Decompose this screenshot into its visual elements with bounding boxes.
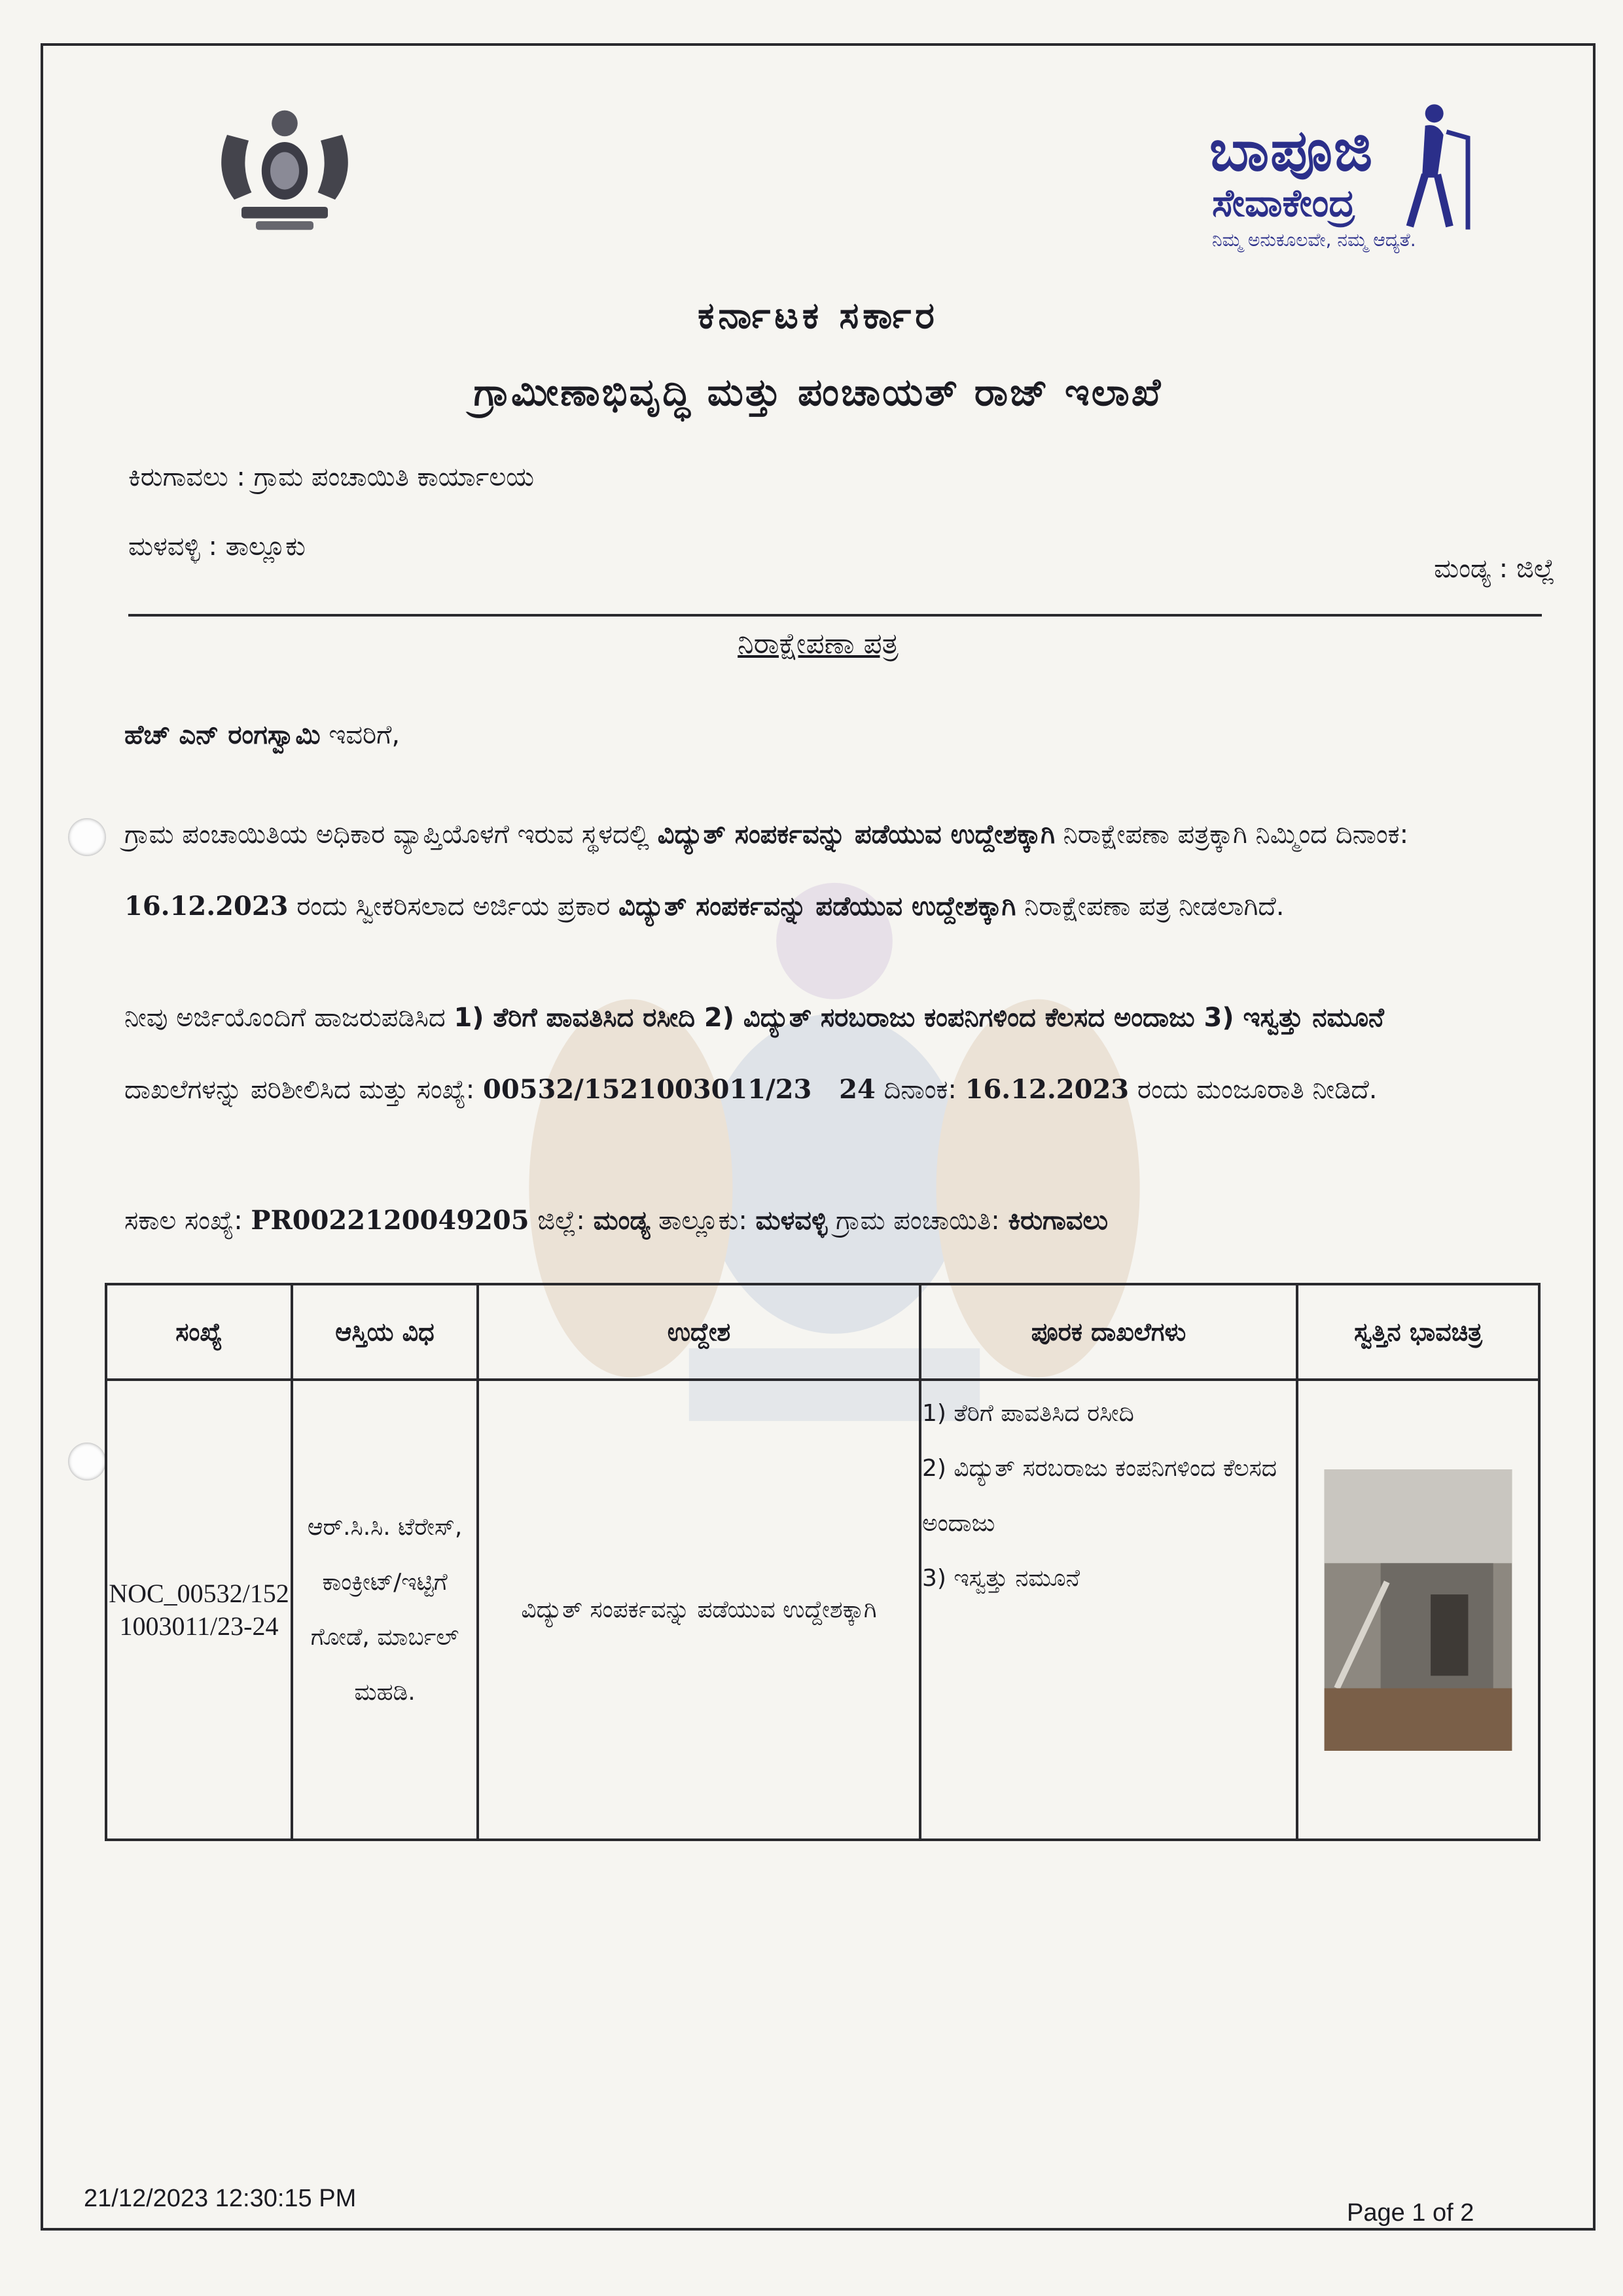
column-header: ಪೂರಕ ದಾಖಲೆಗಳು: [920, 1284, 1297, 1380]
karnataka-emblem-icon: [196, 92, 373, 236]
property-type-cell: ಆರ್.ಸಿ.ಸಿ. ಟೆರೇಸ್, ಕಾಂಕ್ರೀಟ್/ಇಟ್ಟಿಗೆ ಗೋಡೆ, ಮಾರ್ಬಲ್ ಮಹಡಿ.: [292, 1380, 478, 1840]
column-header: ಆಸ್ತಿಯ ವಿಧ: [292, 1284, 478, 1380]
government-title: ಕರ್ನಾಟಕ ಸರ್ಕಾರ: [698, 295, 938, 337]
table-header-row: [106, 1284, 1539, 1380]
column-header: ಸ್ವತ್ತಿನ ಭಾವಚಿತ್ರ: [1297, 1284, 1539, 1380]
property-photo-cell: [1297, 1380, 1539, 1840]
property-photo: [1323, 1469, 1513, 1751]
paragraph-application: ಗ್ರಾಮ ಪಂಚಾಯಿತಿಯ ಅಧಿಕಾರ ವ್ಯಾಪ್ತಿಯೊಳಗೆ ಇರುವ ಸ್ಥಳದಲ್ಲಿ ವಿದ್ಯುತ್ ಸಂಪರ್ಕವನ್ನು ಪಡೆಯುವ ಉದ್ದೇಶಕ್ಕಾಗಿ ನಿರಾಕ್ಷೇಪಣಾ ಪತ್ರಕ್ಕಾಗಿ ನಿಮ್ಮಿಂದ ದಿನಾಂಕ: 16.12.2023 ರಂದು ಸ್ವೀಕರಿಸಲಾದ ಅರ್ಜಿಯ ಪ್ರಕಾರ ವಿದ್ಯುತ್ ಸಂಪರ್ಕವನ್ನು ಪಡೆಯುವ ಉದ್ದೇಶಕ್ಕಾಗಿ ನಿರಾಕ್ಷೇಪಣಾ ಪತ್ರ ನೀಡಲಾಗಿದೆ.: [124, 819, 1409, 922]
bapuji-logo-title: ಬಾಪೂಜಿ: [1209, 117, 1374, 184]
bapuji-logo-tagline: ನಿಮ್ಮ ಅನುಕೂಲವೇ, ನಮ್ಮ ಆದ್ಯತೆ.: [1212, 229, 1416, 251]
taluk-line: ಮಳವಳ್ಳಿ : ತಾಲ್ಲೂಕು: [128, 531, 306, 562]
header-divider: [128, 614, 1542, 617]
noc-details-table: [105, 1283, 1541, 1841]
punch-hole: [68, 818, 106, 856]
purpose-cell: ವಿದ್ಯುತ್ ಸಂಪರ್ಕವನ್ನು ಪಡೆಯುವ ಉದ್ದೇಶಕ್ಕಾಗಿ: [478, 1380, 920, 1840]
punch-hole: [68, 1443, 106, 1480]
document-item: 1) ತೆರಿಗೆ ಪಾವತಿಸಿದ ರಸೀದಿ: [922, 1400, 1134, 1427]
gandhi-walking-icon: [1382, 98, 1480, 236]
table-row: [106, 1380, 1539, 1840]
department-title: ಗ್ರಾಮೀಣಾಭಿವೃದ್ಧಿ ಮತ್ತು ಪಂಚಾಯತ್ ರಾಜ್ ಇಲಾಖೆ: [473, 370, 1163, 414]
bapuji-logo-subtitle: ಸೇವಾಕೇಂದ್ರ: [1212, 181, 1355, 225]
column-header: ಉದ್ದೇಶ: [478, 1284, 920, 1380]
print-timestamp: 21/12/2023 12:30:15 PM: [84, 2185, 357, 2212]
sakala-reference-line: ಸಕಾಲ ಸಂಖ್ಯೆ: PR0022120049205 ಜಿಲ್ಲೆ: ಮಂಡ್ಯ ತಾಲ್ಲೂಕು: ಮಳವಳ್ಳಿ ಗ್ರಾಮ ಪಂಚಾಯಿತಿ: ಕಿರುಗಾವಲು: [124, 1205, 1109, 1236]
document-item: 3) ಇಸ್ವತ್ತು ನಮೂನೆ: [922, 1565, 1080, 1592]
noc-number-cell: NOC_00532/1521003011/23-24: [106, 1380, 292, 1840]
document-title: ನಿರಾಕ್ಷೇಪಣಾ ಪತ್ರ: [738, 627, 899, 660]
office-line: ಕಿರುಗಾವಲು : ಗ್ರಾಮ ಪಂಚಾಯಿತಿ ಕಾರ್ಯಾಲಯ: [128, 462, 535, 492]
document-item: 2) ವಿದ್ಯುತ್ ಸರಬರಾಜು ಕಂಪನಿಗಳಿಂದ ಕೆಲಸದ ಅಂದಾಜು: [922, 1455, 1277, 1537]
salutation: ಹೆಚ್ ಎನ್ ರಂಗಸ್ವಾಮಿ ಇವರಿಗೆ,: [124, 720, 401, 750]
supporting-documents-cell: [920, 1380, 1297, 1840]
district-line: ಮಂಡ್ಯ : ಜಿಲ್ಲೆ: [1434, 554, 1555, 584]
page-number: Page 1 of 2: [1347, 2199, 1474, 2227]
paragraph-approval: ನೀವು ಅರ್ಜಿಯೊಂದಿಗೆ ಹಾಜರುಪಡಿಸಿದ 1) ತೆರಿಗೆ ಪಾವತಿಸಿದ ರಸೀದಿ 2) ವಿದ್ಯುತ್ ಸರಬರಾಜು ಕಂಪನಿಗಳಿಂದ ಕೆಲಸದ ಅಂದಾಜು 3) ಇಸ್ವತ್ತು ನಮೂನೆ ದಾಖಲೆಗಳನ್ನು ಪರಿಶೀಲಿಸಿದ ಮತ್ತು ಸಂಖ್ಯೆ: 00532/1521003011/23 24 ದಿನಾಂಕ: 16.12.2023 ರಂದು ಮಂಜೂರಾತಿ ನೀಡಿದೆ.: [124, 1003, 1384, 1105]
column-header: ಸಂಖ್ಯೆ: [106, 1284, 292, 1380]
